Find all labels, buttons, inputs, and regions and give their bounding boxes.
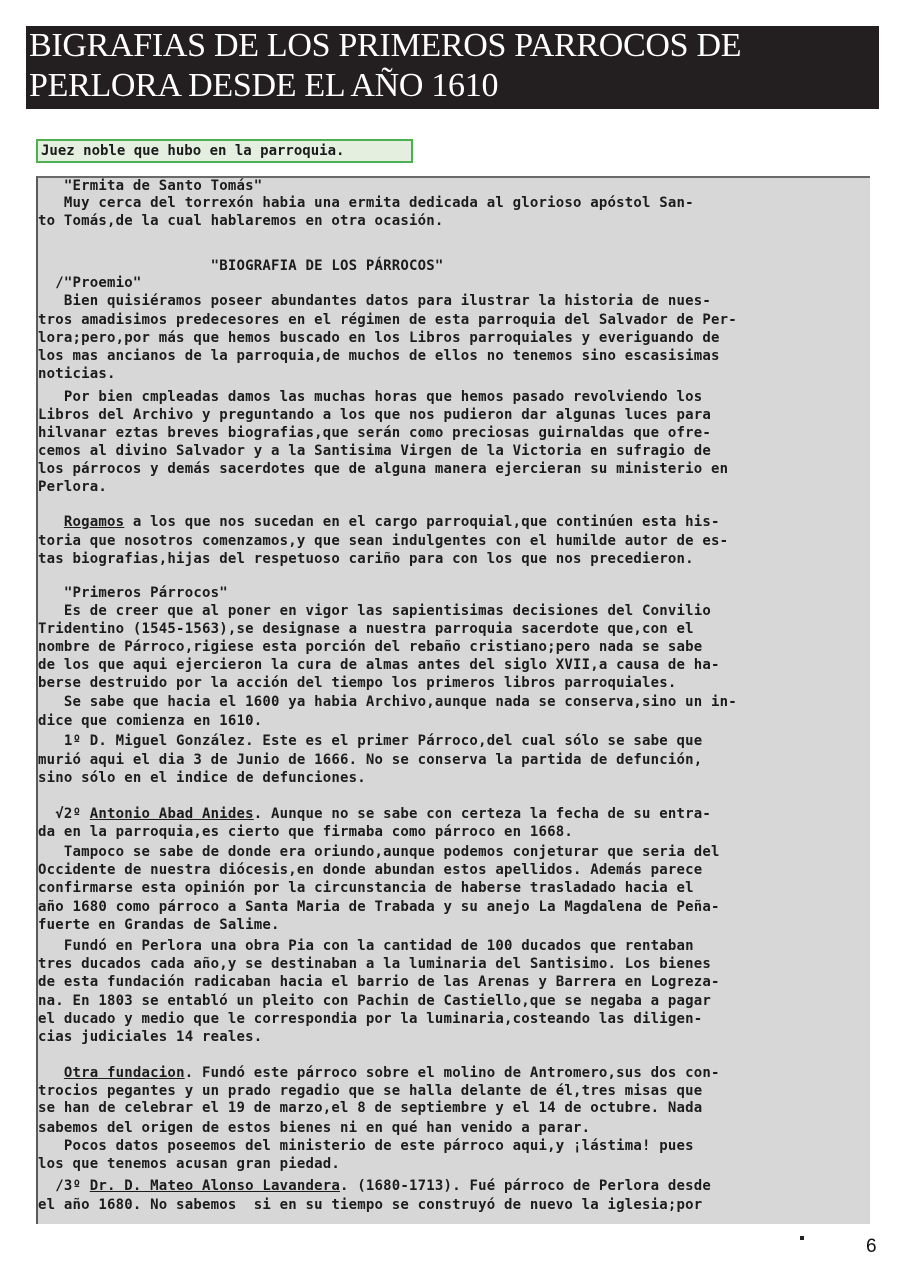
scan-speck (800, 1236, 804, 1240)
typed-line (38, 1011, 702, 1027)
underlined-heading: Otra fundacion (63, 1065, 185, 1081)
underlined-heading: Dr. D. Mateo Alonso Lavandera (89, 1178, 341, 1194)
typed-line (38, 330, 720, 346)
line-text: los que tenemos acusan gran piedad. (38, 1156, 341, 1172)
typed-line (38, 1100, 702, 1116)
typed-line (38, 461, 728, 477)
typed-line (38, 258, 444, 274)
typed-line (38, 585, 228, 601)
typed-line (38, 366, 116, 382)
line-text: los mas ancianos de la parroquia,de muchos de ellos no tenemos sino escasisimas (38, 348, 720, 364)
line-text: √2º (38, 806, 90, 822)
line-text: Tampoco se sabe de donde era oriundo,aunque podemos conjeturar que seria del (38, 844, 720, 860)
typed-line (38, 533, 728, 549)
typed-line (38, 603, 711, 619)
typed-line (38, 479, 107, 495)
line-text-rest: . Aunque no se sabe con certeza la fecha de su entra- (253, 806, 712, 822)
typed-line (38, 733, 702, 749)
line-text: fuerte en Grandas de Salime. (38, 917, 280, 933)
typed-line (38, 713, 262, 729)
title-line-2: PERLORA DESDE EL AÑO 1610 (29, 67, 499, 104)
typed-line (38, 862, 702, 878)
line-text-rest: . (1680-1713). Fué párroco de Perlora desde (340, 1178, 712, 1194)
line-text: Fundó en Perlora una obra Pia con la cantidad de 100 ducados que rentaban (38, 938, 694, 954)
scanned-typewritten-page (36, 176, 870, 1224)
line-text: Tridentino (1545-1563),se designase a nuestra parroquia sacerdote que,con el (38, 621, 694, 637)
line-text: cemos al divino Salvador y a la Santisima Virgen de la Victoria en sufragio de (38, 443, 712, 459)
line-text: se han de celebrar el 19 de marzo,el 8 de septiembre y el 14 de octubre. Nada (38, 1100, 703, 1116)
line-text: sino sólo en el indice de defunciones. (38, 770, 366, 786)
typed-line (38, 195, 694, 211)
line-text: el año 1680. No sabemos si en su tiempo se construyó de nuevo la iglesia;por (38, 1197, 703, 1213)
typed-line (38, 621, 694, 637)
line-text: sabemos del origen de estos bienes ni en qué han venido a parar. (38, 1120, 591, 1136)
line-text: berse destruido por la acción del tiempo los primeros libros parroquiales. (38, 675, 677, 691)
underlined-heading: Antonio Abad Anides (89, 806, 254, 822)
typed-line (38, 639, 702, 655)
line-text (38, 1065, 64, 1081)
line-text: confirmarse esta opinión por la circunstancia de haberse trasladado hacia el (38, 880, 694, 896)
line-text: hilvanar eztas breves biografias,que serán como preciosas guirnaldas que ofre- (38, 425, 712, 441)
line-text-rest: a los que nos sucedan en el cargo parroquial,que continúen esta his- (124, 514, 720, 530)
typed-line (38, 752, 702, 768)
typed-line (38, 293, 711, 309)
line-text: Por bien cmpleadas damos las muchas horas que hemos pasado revolviendo los (38, 389, 703, 405)
line-text: da en la parroquia,es cierto que firmaba como párroco en 1668. (38, 824, 573, 840)
typed-line (38, 551, 694, 567)
line-text: tas biografias,hijas del respetuoso cariño para con los que nos precedieron. (38, 551, 694, 567)
line-text: de los que aqui ejercieron la cura de almas antes del siglo XVII,a causa de ha- (38, 657, 720, 673)
line-text: /3º (38, 1178, 90, 1194)
typed-line (38, 1083, 702, 1099)
typed-line (38, 178, 262, 194)
typed-line (38, 824, 573, 840)
page-number: 6 (866, 1236, 877, 1257)
typed-line (38, 806, 711, 822)
line-text: na. En 1803 se entabló un pleito con Pachin de Castiello,que se negaba a pagar (38, 993, 712, 1009)
line-text: toria que nosotros comenzamos,y que sean indulgentes con el humilde autor de es- (38, 533, 729, 549)
typed-line (38, 770, 366, 786)
typed-line (38, 938, 694, 954)
typed-line (38, 1197, 702, 1213)
highlighted-note: Juez noble que hubo en la parroquia. (36, 139, 413, 163)
typed-line (38, 1029, 262, 1045)
typed-line (38, 275, 142, 291)
line-text: lora;pero,por más que hemos buscado en los Libros parroquiales y everiguando de (38, 330, 720, 346)
typed-line (38, 917, 280, 933)
typed-line (38, 1156, 340, 1172)
typed-line (38, 1120, 590, 1136)
line-text: los párrocos y demás sacerdotes que de alguna manera ejercieran su ministerio en (38, 461, 729, 477)
typed-line (38, 880, 694, 896)
line-text: 1º D. Miguel González. Este es el primer Párroco,del cual sólo se sabe que (38, 733, 703, 749)
typed-line (38, 974, 720, 990)
line-text: tros amadisimos predecesores en el régimen de esta parroquia del Salvador de Per- (38, 312, 737, 328)
line-text: "Primeros Párrocos" (38, 585, 228, 601)
line-text: Perlora. (38, 479, 108, 495)
line-text: Libros del Archivo y preguntando a los que nos pudieron dar algunas luces para (38, 407, 712, 423)
typed-line (38, 899, 720, 915)
title-line-1: BIGRAFIAS DE LOS PRIMEROS PARROCOS DE (29, 27, 742, 64)
line-text: Muy cerca del torrexón habia una ermita dedicada al glorioso apóstol San- (38, 195, 694, 211)
line-text: Pocos datos poseemos del ministerio de este párroco aqui,y ¡lástima! pues (38, 1138, 694, 1154)
typed-line (38, 657, 720, 673)
typed-line (38, 389, 702, 405)
line-text: de esta fundación radicaban hacia el barrio de las Arenas y Barrera en Logreza- (38, 974, 720, 990)
line-text: noticias. (38, 366, 116, 382)
typed-line (38, 213, 444, 229)
line-text: murió aqui el dia 3 de Junio de 1666. No se conserva la partida de defunción, (38, 752, 703, 768)
typed-line (38, 844, 720, 860)
typed-line (38, 993, 711, 1009)
line-text: trocios pegantes y un prado regadio que se halla delante de él,tres misas que (38, 1083, 703, 1099)
typed-line (38, 443, 711, 459)
line-text: Se sabe que hacia el 1600 ya habia Archivo,aunque nada se conserva,sino un in- (38, 694, 737, 710)
line-text: Bien quisiéramos poseer abundantes datos para ilustrar la historia de nues- (38, 293, 712, 309)
typed-line (38, 956, 711, 972)
typed-line (38, 1178, 711, 1194)
line-text: Occidente de nuestra diócesis,en donde abundan estos apellidos. Además parece (38, 862, 703, 878)
line-text: cias judiciales 14 reales. (38, 1029, 263, 1045)
line-text: /"Proemio" (38, 275, 142, 291)
line-text: el ducado y medio que le correspondia por la luminaria,costeando las diligen- (38, 1011, 703, 1027)
typed-line (38, 407, 711, 423)
typed-line (38, 348, 720, 364)
line-text: "BIOGRAFIA DE LOS PÁRROCOS" (38, 258, 444, 274)
typed-line (38, 694, 737, 710)
typed-line (38, 675, 677, 691)
typed-line (38, 425, 711, 441)
underlined-heading: Rogamos (63, 514, 125, 530)
line-text: año 1680 como párroco a Santa Maria de Trabada y su anejo La Magdalena de Peña- (38, 899, 720, 915)
typed-line (38, 1065, 720, 1081)
line-text (38, 514, 64, 530)
typed-line (38, 312, 737, 328)
line-text: tres ducados cada año,y se destinaban a la luminaria del Santisimo. Los bienes (38, 956, 712, 972)
typed-line (38, 514, 720, 530)
line-text: to Tomás,de la cual hablaremos en otra ocasión. (38, 213, 444, 229)
typed-line (38, 1138, 694, 1154)
line-text: "Ermita de Santo Tomás" (38, 178, 263, 194)
line-text: nombre de Párroco,rigiese esta porción del rebaño cristiano;pero nada se sabe (38, 639, 703, 655)
line-text: Es de creer que al poner en vigor las sapientisimas decisiones del Convilio (38, 603, 712, 619)
line-text: dice que comienza en 1610. (38, 713, 263, 729)
line-text-rest: . Fundó este párroco sobre el molino de Antromero,sus dos con- (184, 1065, 720, 1081)
title-banner (26, 26, 879, 109)
